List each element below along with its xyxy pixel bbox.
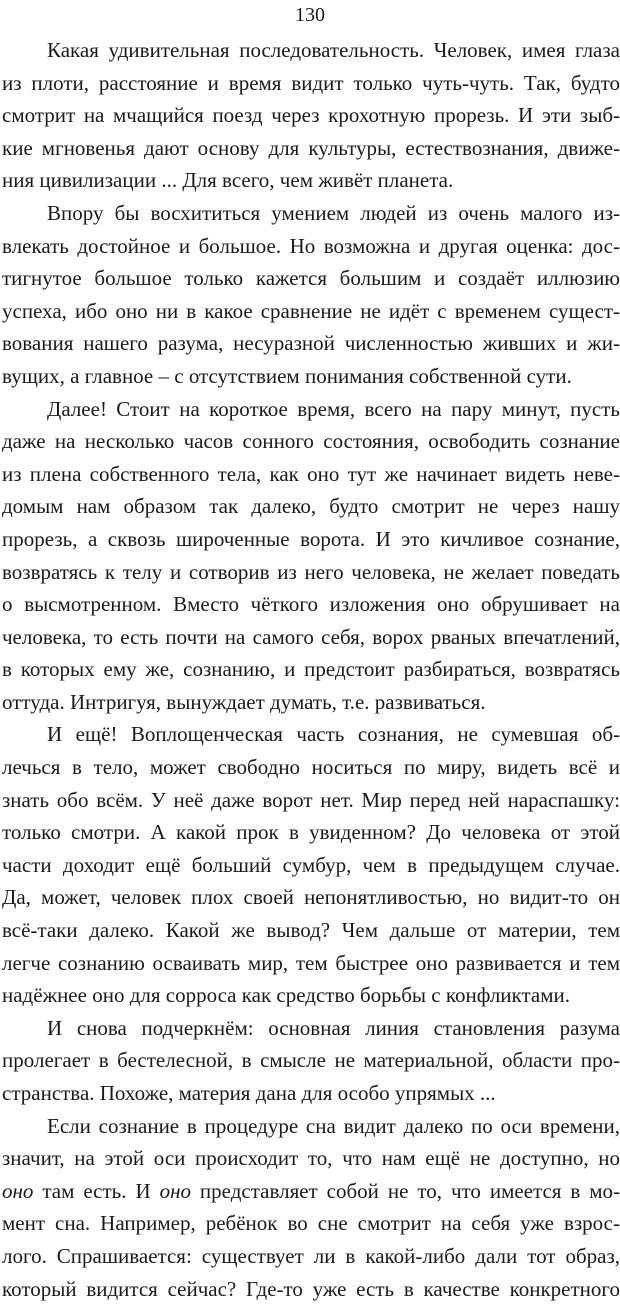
text-line: лого. Спрашивается: существует ли в какой-либо дали тот образ,: [2, 1243, 620, 1268]
text-line: Впору бы восхититься умением людей из очень малого из-: [47, 200, 620, 225]
text-line: кие мгновенья дают основу для культуры, естествознания, движе-: [2, 135, 620, 160]
text-line: И ещё! Воплощенческая часть сознания, не сумевшая об-: [47, 722, 620, 747]
text-segment: представляет собой не то, что имеется в мо-: [190, 1178, 620, 1203]
text-line: оттуда. Интригуя, вынуждает думать, т.е. развиваться.: [2, 689, 486, 714]
text-line: в которых ему же, сознанию, и предстоит разбираться, возвратясь: [2, 657, 620, 682]
text-line: всё-таки далеко. Какой же вывод? Чем дальше от материи, тем: [2, 918, 620, 943]
text-line: возвратясь к телу и сотворив из него человека, не желает поведать: [2, 559, 620, 584]
text-line: легче сознанию осваивать мир, тем быстрее оно развивается и тем: [2, 950, 620, 975]
text-line: из плена собственного тела, как оно тут же начинает видеть неве-: [2, 461, 620, 486]
text-line: пролегает в бестелесной, в смысле не материальной, области про-: [2, 1048, 620, 1073]
text-line: вущих, а главное – с отсутствием понимания собственной сути.: [2, 363, 572, 388]
text-line: [0, 1175, 620, 1208]
text-line: из плоти, расстояние и время видит только чуть-чуть. Так, будто: [2, 70, 620, 95]
text-line: значит, на этой оси происходит то, что нам ещё не доступно, но: [2, 1146, 620, 1171]
text-line: мент сна. Например, ребёнок во сне смотрит на себя уже взрос-: [2, 1211, 620, 1236]
text-line: домым нам образом так далеко, будто смотрит не через нашу: [2, 494, 620, 519]
body-text: [0, 34, 620, 1305]
text-line: только смотри. А какой прок в увиденном? До человека от этой: [2, 820, 620, 845]
text-line: лечься в тело, может свободно носиться по миру, видеть всё и: [2, 755, 620, 780]
text-line: ния цивилизации ... Для всего, чем живёт планета.: [2, 168, 454, 193]
page-number: 130: [295, 4, 325, 26]
text-line: смотрит на мчащийся поезд через крохотную прорезь. И эти зыб-: [2, 103, 620, 128]
text-line: Да, может, человек плох своей непонятливостью, но видит-то он: [2, 885, 620, 910]
italic-word: оно: [159, 1178, 191, 1203]
text-line: человека, то есть почти на самого себя, ворох рваных впечатлений,: [2, 624, 620, 649]
text-line: даже на несколько часов сонного состояния, освободить сознание: [2, 429, 620, 454]
text-line: тигнутое большое только кажется большим и создаёт иллюзию: [2, 266, 620, 291]
text-line: И снова подчеркнём: основная линия становления разума: [47, 1015, 620, 1040]
text-line: странства. Похоже, материя дана для особо упрямых ...: [2, 1081, 496, 1105]
text-line: Если сознание в процедуре сна видит далеко по оси времени,: [47, 1113, 620, 1138]
text-line: части доходит ещё больший сумбур, чем в предыдущем случае.: [2, 852, 620, 877]
text-line: успеха, ибо оно ни в какое сравнение не идёт с временем сущест-: [2, 298, 620, 323]
text-line: вования нашего разума, несуразной численностью живших и жи-: [2, 331, 620, 356]
text-line: надёжнее оно для сорроса как средство борьбы с конфликтами.: [2, 983, 570, 1008]
text-line: знать обо всём. У неё даже ворот нет. Мир перед ней нараспашку:: [2, 787, 620, 812]
text-line: который видится сейчас? Где-то уже есть в качестве конкретного: [2, 1276, 620, 1301]
text-segment: там есть. И: [33, 1178, 160, 1203]
text-line: прорезь, а сквозь широченные ворота. И это кичливое сознание,: [2, 526, 620, 551]
italic-word: оно: [2, 1178, 34, 1203]
text-line: о высмотренном. Вместо чёткого изложения оно обрушивает на: [2, 592, 620, 617]
text-line: Какая удивительная последовательность. Человек, имея глаза: [47, 38, 620, 62]
text-line: влекать достойное и большое. Но возможна и другая оценка: дос-: [2, 233, 620, 258]
text-line: Далее! Стоит на короткое время, всего на пару минут, пусть: [47, 396, 620, 421]
